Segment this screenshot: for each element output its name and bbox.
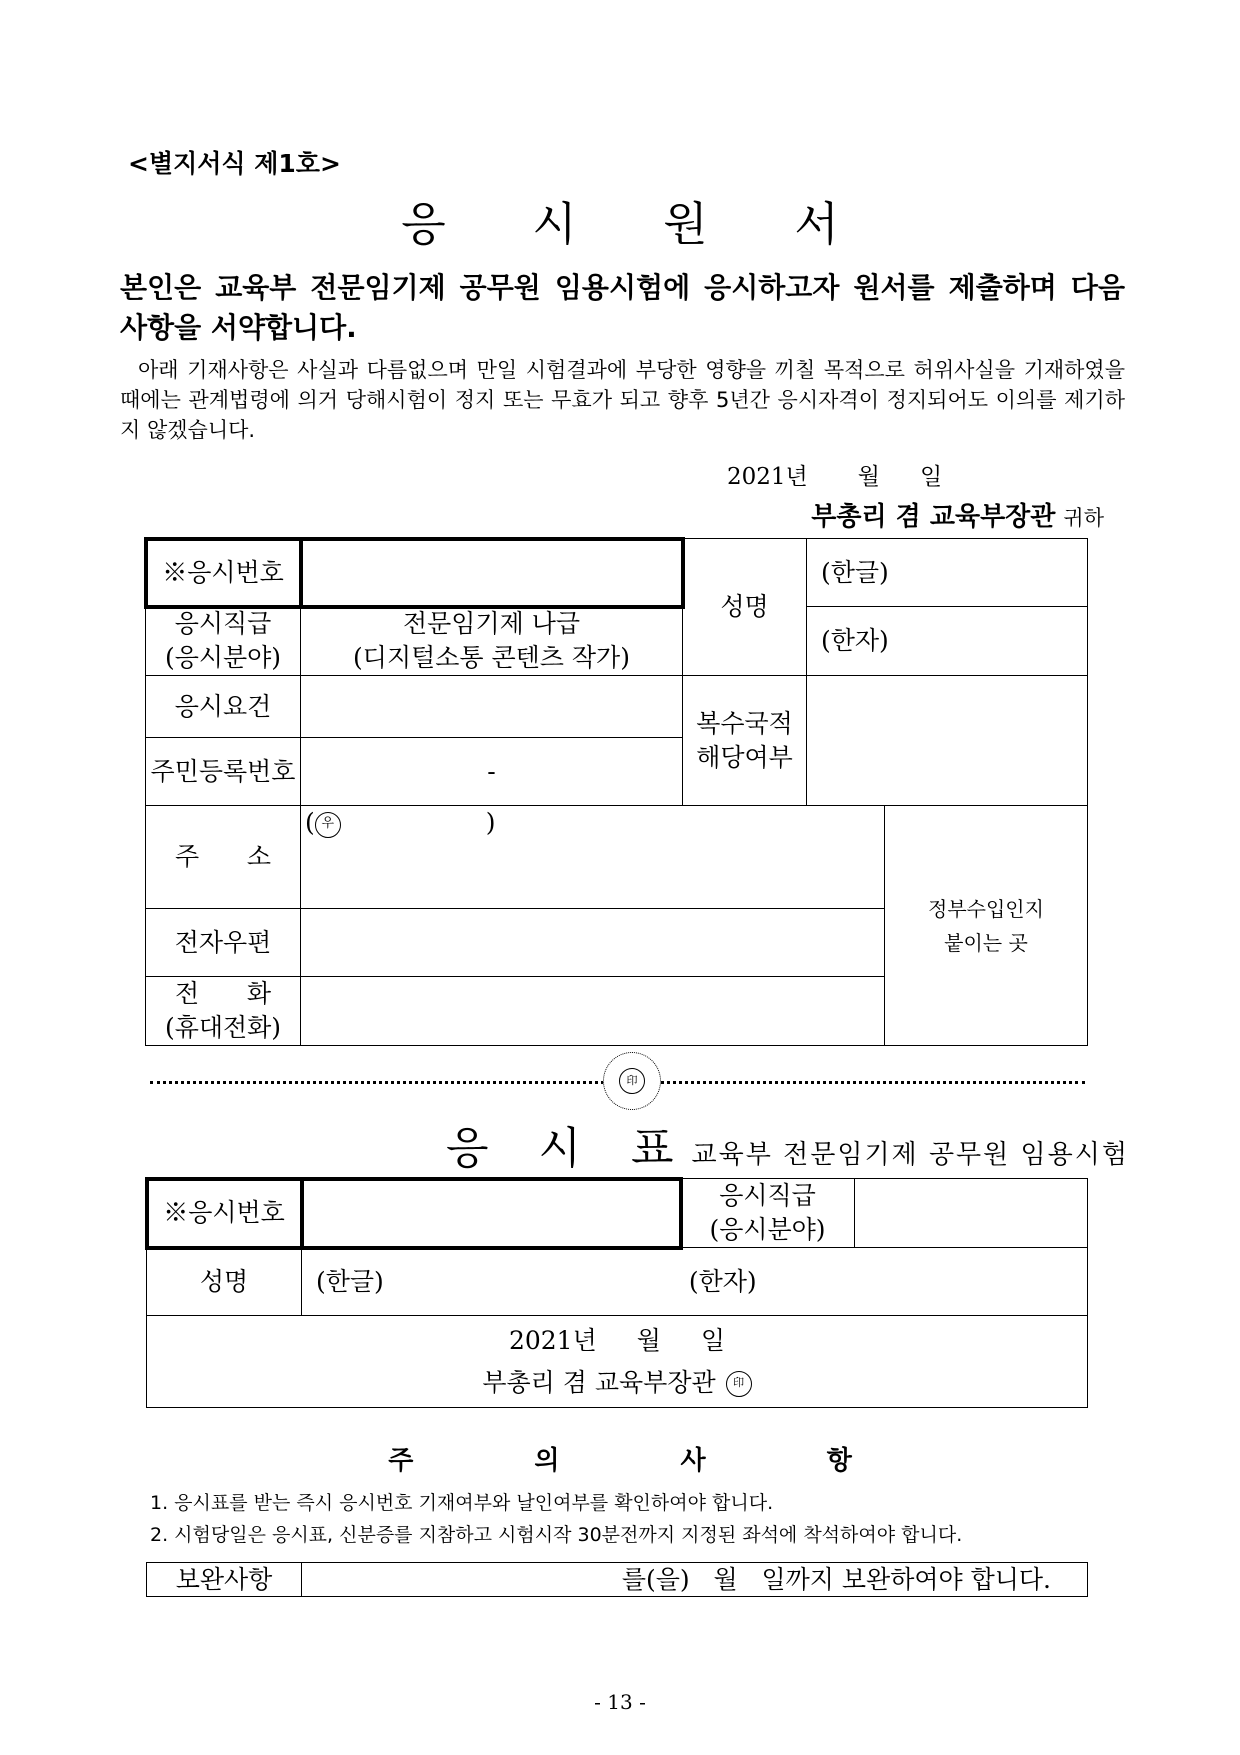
address-label: 주 소 (146, 806, 301, 909)
ticket-date-day: 일 (700, 1325, 726, 1355)
caution-item-1: 1. 응시표를 받는 즉시 응시번호 기재여부와 날인여부를 확인하여야 합니다. (150, 1492, 774, 1514)
requirement-label: 응시요건 (146, 676, 301, 738)
stamp-line1: 정부수입인지 (928, 896, 1044, 921)
ticket-exam-number-field[interactable] (302, 1179, 681, 1248)
ticket-date-month: 월 (636, 1325, 661, 1355)
resident-number-field[interactable]: - (301, 738, 683, 806)
application-date (727, 458, 942, 491)
requirement-field[interactable] (301, 676, 683, 738)
supplement-text: 를(을) 월 일까지 보완하여야 합니다. (302, 1563, 1088, 1597)
ticket-name-label: 성명 (147, 1248, 302, 1316)
ticket-name-hanja-label: (한자) (688, 1266, 757, 1296)
ticket-grade-label (681, 1179, 855, 1248)
stamp-line2: 붙이는 곳 (944, 930, 1028, 955)
grade-label-line2: (응시분야) (164, 643, 282, 672)
addressee (811, 496, 1104, 533)
postal-open: ( (305, 808, 315, 837)
ticket-title-main: 응 시 표 (446, 1123, 692, 1174)
date-month: 월 (857, 464, 880, 490)
ticket-exam-number-label: ※응시번호 (147, 1179, 302, 1248)
name-label: 성명 (683, 539, 807, 676)
caution-item-2: 2. 시험당일은 응시표, 신분증를 지참하고 시험시작 30분전까지 지정된 좌석에 착석하여야 합니다. (150, 1524, 963, 1546)
cautions-title: 주 의 사 항 (388, 1446, 908, 1476)
postal-close: ) (485, 808, 496, 837)
ticket-seal-icon: 印 (726, 1371, 752, 1397)
name-korean-label: (한글) (821, 557, 889, 587)
dual-nationality-field[interactable] (807, 676, 1088, 806)
grade-value (301, 607, 683, 676)
application-table (145, 538, 1088, 1046)
dual-nationality-label (683, 676, 807, 806)
ticket-name-korean-label: (한글) (316, 1266, 384, 1296)
ticket-name-field[interactable] (302, 1248, 1088, 1316)
name-hanja-field[interactable] (807, 607, 1088, 676)
ticket-title-sub: 교육부 전문임기제 공무원 임용시험 (691, 1140, 1130, 1170)
date-year: 2021년 (727, 464, 808, 490)
dual-nationality-line2: 해당여부 (696, 742, 793, 772)
address-field[interactable] (301, 806, 885, 909)
seal-icon: 印 (619, 1068, 645, 1094)
addressee-suffix: 귀하 (1063, 506, 1104, 530)
pledge-text: 본인은 교육부 전문임기제 공무원 임용시험에 응시하고자 원서를 제출하며 다음 사항을 서약합니다. (120, 271, 1125, 344)
grade-value-line2: (디지털소통 콘텐츠 작가) (353, 643, 630, 672)
revenue-stamp-area (885, 806, 1088, 1046)
resident-number-label: 주민등록번호 (146, 738, 301, 806)
email-field[interactable] (301, 909, 885, 977)
grade-label (146, 607, 301, 676)
exam-number-label: ※응시번호 (146, 539, 301, 607)
grade-value-line1: 전문임기제 나급 (403, 609, 580, 638)
ticket-issuer: 부총리 겸 교육부장관 (482, 1367, 716, 1397)
ticket-title (446, 1112, 1129, 1176)
ticket-grade-line2: (응시분야) (709, 1215, 826, 1244)
name-korean-field[interactable] (807, 539, 1088, 607)
ticket-table (146, 1178, 1088, 1408)
grade-label-line1: 응시직급 (174, 609, 272, 638)
ticket-grade-line1: 응시직급 (719, 1181, 816, 1210)
date-day: 일 (919, 464, 943, 490)
dual-nationality-line1: 복수국적 (696, 708, 793, 738)
form-label: <별지서식 제1호> (128, 149, 341, 178)
supplement-label: 보완사항 (147, 1563, 302, 1597)
phone-label-line2: (휴대전화) (164, 1013, 282, 1042)
phone-label-line1: 전 화 (175, 979, 271, 1008)
ticket-grade-field[interactable] (855, 1179, 1088, 1248)
ticket-date-year: 2021년 (508, 1325, 597, 1355)
exam-number-field[interactable] (301, 539, 683, 607)
email-label: 전자우편 (146, 909, 301, 977)
declaration-paragraph: 아래 기재사항은 사실과 다름없으며 만일 시험결과에 부당한 영향을 끼칠 목적으로 허위사실을 기재하였을 때에는 관계법령에 의거 당해시험이 정지 또는 무효가 되고 향후 5년간 응시자격이 정지되어도 이의를 제기하지 않겠습니다. (120, 358, 1125, 442)
postal-icon: 우 (315, 812, 341, 838)
supplement-table (146, 1562, 1088, 1597)
name-hanja-label: (한자) (821, 626, 889, 655)
phone-label (146, 977, 301, 1046)
page-number: - 13 - (594, 1690, 646, 1714)
phone-field[interactable] (301, 977, 885, 1046)
page-title: 응 시 원 서 (401, 197, 875, 251)
ticket-issue-block (147, 1316, 1088, 1408)
addressee-name: 부총리 겸 교육부장관 (811, 502, 1056, 532)
